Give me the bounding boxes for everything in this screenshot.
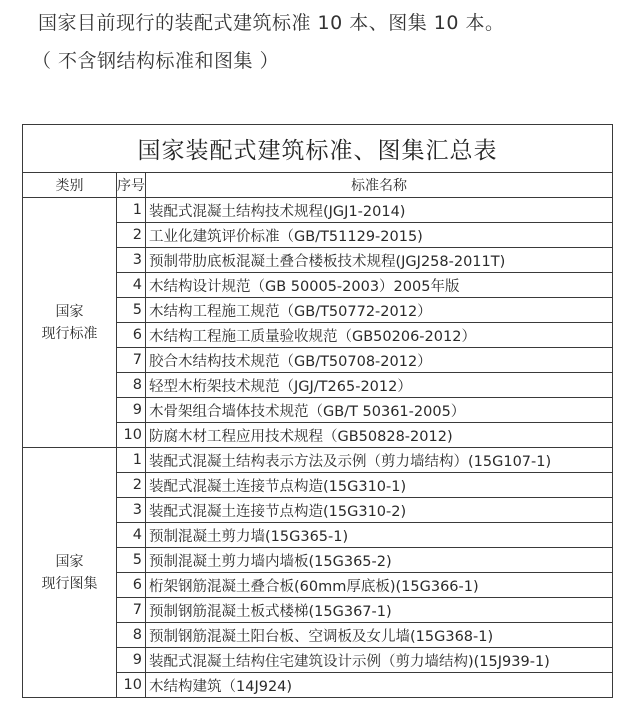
header-category: 类别 — [23, 173, 117, 198]
seq-cell: 4 — [117, 523, 146, 548]
seq-cell: 4 — [117, 273, 146, 298]
standard-name-cell: 装配式混凝土结构住宅建筑设计示例（剪力墙结构)(15J939-1) — [146, 648, 613, 673]
seq-cell: 10 — [117, 423, 146, 448]
standard-name-cell: 木骨架组合墙体技术规范（GB/T 50361-2005） — [146, 398, 613, 423]
standard-name-cell: 工业化建筑评价标准（GB/T51129-2015) — [146, 223, 613, 248]
seq-cell: 3 — [117, 498, 146, 523]
standard-name-cell: 木结构工程施工质量验收规范（GB50206-2012） — [146, 323, 613, 348]
category-label-line1: 国家 — [55, 303, 84, 320]
seq-cell: 2 — [117, 223, 146, 248]
standard-name-cell: 装配式混凝土结构技术规程(JGJ1-2014) — [146, 198, 613, 223]
standard-name-cell: 防腐木材工程应用技术规程（GB50828-2012) — [146, 423, 613, 448]
seq-cell: 8 — [117, 623, 146, 648]
seq-cell: 9 — [117, 648, 146, 673]
seq-cell: 10 — [117, 673, 146, 698]
seq-cell: 6 — [117, 573, 146, 598]
seq-cell: 2 — [117, 473, 146, 498]
seq-cell: 5 — [117, 548, 146, 573]
seq-cell: 5 — [117, 298, 146, 323]
category-cell — [23, 198, 117, 448]
category-label-line1: 国家 — [55, 553, 84, 570]
standard-name-cell: 预制钢筋混凝土板式楼梯(15G367-1) — [146, 598, 613, 623]
standard-name-cell: 装配式混凝土连接节点构造(15G310-2) — [146, 498, 613, 523]
category-label-line2: 现行图集 — [41, 575, 98, 592]
standard-name-cell: 装配式混凝土连接节点构造(15G310-1) — [146, 473, 613, 498]
table-title-row — [23, 125, 613, 173]
seq-cell: 9 — [117, 398, 146, 423]
standards-summary-table — [22, 124, 613, 698]
standard-name-cell: 木结构工程施工规范（GB/T50772-2012） — [146, 298, 613, 323]
intro-line-1: 国家目前现行的装配式建筑标准 10 本、图集 10 本。 — [38, 12, 505, 34]
seq-cell: 6 — [117, 323, 146, 348]
seq-cell: 1 — [117, 448, 146, 473]
category-label-line2: 现行标准 — [41, 325, 98, 342]
table-title: 国家装配式建筑标准、图集汇总表 — [23, 125, 613, 173]
table-row — [23, 448, 613, 473]
seq-cell: 8 — [117, 373, 146, 398]
standard-name-cell: 木结构建筑（14J924) — [146, 673, 613, 698]
standard-name-cell: 预制钢筋混凝土阳台板、空调板及女儿墙(15G368-1) — [146, 623, 613, 648]
header-seq: 序号 — [117, 173, 146, 198]
seq-cell: 1 — [117, 198, 146, 223]
table-header-row — [23, 173, 613, 198]
standard-name-cell: 装配式混凝土结构表示方法及示例（剪力墙结构）(15G107-1) — [146, 448, 613, 473]
table-row — [23, 198, 613, 223]
standard-name-cell: 预制带肋底板混凝土叠合楼板技术规程(JGJ258-2011T) — [146, 248, 613, 273]
standard-name-cell: 木结构设计规范（GB 50005-2003）2005年版 — [146, 273, 613, 298]
header-name: 标准名称 — [146, 173, 613, 198]
standard-name-cell: 预制混凝土剪力墙内墙板(15G365-2) — [146, 548, 613, 573]
standard-name-cell: 预制混凝土剪力墙(15G365-1) — [146, 523, 613, 548]
intro-line-2: （ 不含钢结构标准和图集 ） — [32, 50, 280, 72]
category-cell — [23, 448, 117, 698]
standard-name-cell: 桁架钢筋混凝土叠合板(60mm厚底板)(15G366-1) — [146, 573, 613, 598]
seq-cell: 7 — [117, 598, 146, 623]
standard-name-cell: 胶合木结构技术规范（GB/T50708-2012） — [146, 348, 613, 373]
standard-name-cell: 轻型木桁架技术规范（JGJ/T265-2012） — [146, 373, 613, 398]
seq-cell: 3 — [117, 248, 146, 273]
seq-cell: 7 — [117, 348, 146, 373]
